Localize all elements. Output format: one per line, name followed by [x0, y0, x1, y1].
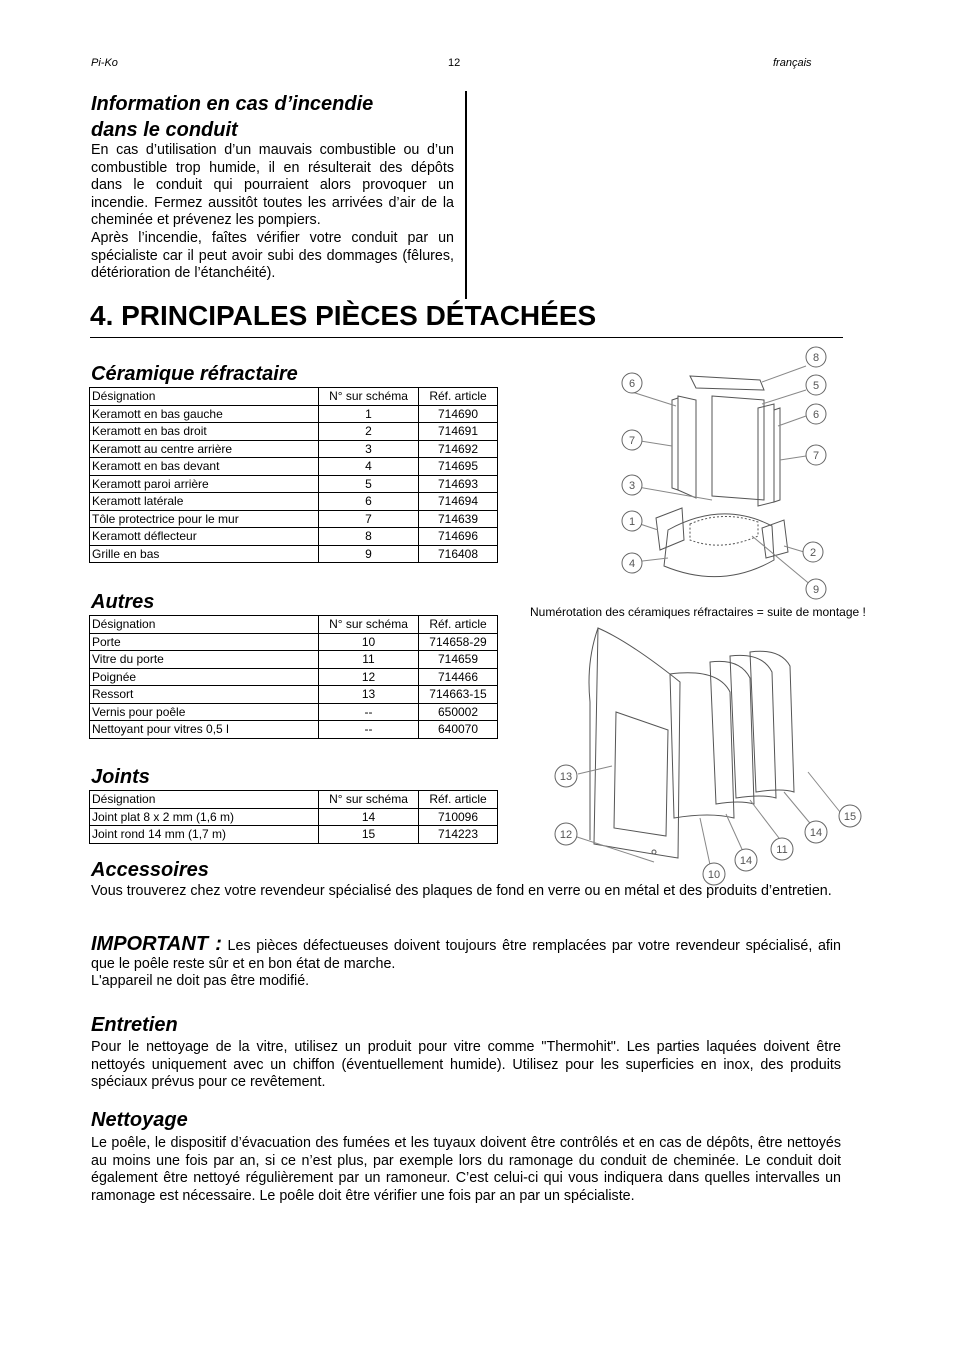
cell-designation: Keramott paroi arrière: [90, 475, 319, 493]
table-row: [90, 721, 498, 739]
diagram-label-11: 11: [776, 844, 788, 856]
diagram-label-14b: 14: [809, 827, 823, 839]
accessoires-title: Accessoires: [91, 859, 209, 881]
important-text-2: L'appareil ne doit pas être modifié.: [91, 973, 310, 990]
cell-designation: Joint rond 14 mm (1,7 m): [90, 826, 319, 844]
door-handle-point: [652, 850, 656, 854]
cell-reference: 714639: [419, 510, 498, 528]
door-exploded-diagram: [550, 622, 870, 888]
cell-designation: Ressort: [90, 686, 319, 704]
cell-reference: 710096: [419, 808, 498, 826]
cell-reference: 650002: [419, 703, 498, 721]
table-row: [90, 528, 498, 546]
back-wall-part: [712, 396, 764, 500]
fire-para-2: Après l’incendie, faîtes vérifier votre conduit par un spécialiste car il peut avoir subi des dommages (fêlures, détérioration de l’étanchéité).: [91, 229, 454, 282]
bottom-right-part: [762, 520, 788, 558]
cell-reference: 716408: [419, 545, 498, 563]
diagram-label-14: 14: [739, 855, 753, 867]
figure-caption: Numérotation des céramiques réfractaires = suite de montage !: [530, 605, 866, 619]
important-line: [91, 933, 841, 973]
col-designation: Désignation: [90, 388, 319, 406]
table-row: [90, 475, 498, 493]
table-row: [90, 405, 498, 423]
header-left: Pi-Ko: [91, 57, 118, 69]
diagram-label-15: 15: [843, 811, 857, 823]
nettoyage-text: Le poêle, le dispositif d’évacuation des fumées et les tuyaux doivent être contrôlés et en cas de dépôts, être nettoyés au moins une fois par an, si ce n’est plus, par exemple lors du ramonage du conduit de cheminée. Le conduit doit également être nettoyé régulièrement par un ramoneur. C’est celui-ci qui vous indiquera dans quelles intervalles un ramonage est nécessaire. Le poêle doit être vérifier une fois par an par un spécialiste.: [91, 1135, 841, 1204]
page-title: 4. PRINCIPALES PIÈCES DÉTACHÉES: [90, 298, 843, 338]
diagram-label-2: 2: [809, 547, 817, 559]
cell-number: 15: [319, 826, 419, 844]
diagram-label-1: 1: [628, 516, 636, 528]
cell-reference: 714691: [419, 423, 498, 441]
cell-designation: Grille en bas: [90, 545, 319, 563]
cell-reference: 714659: [419, 651, 498, 669]
diagram-label-9: 9: [812, 584, 820, 596]
entretien-text: Pour le nettoyage de la vitre, utilisez un produit pour vitre comme "Thermohit". Les parties laquées doivent être nettoyés uniquement avec un chiffon (éventuellement humide). Utilisez pour les superficies en inox, des produits spéciaux prévus pour ce revêtement.: [91, 1039, 841, 1091]
ceramique-title: Céramique réfractaire: [91, 363, 298, 385]
cell-number: 7: [319, 510, 419, 528]
cell-reference: 714466: [419, 668, 498, 686]
important-block: [91, 933, 841, 991]
table-row: [90, 493, 498, 511]
col-schema-number: N° sur schéma: [319, 616, 419, 634]
cell-reference: 714694: [419, 493, 498, 511]
cell-number: 14: [319, 808, 419, 826]
cell-reference: 714695: [419, 458, 498, 476]
table-row: [90, 510, 498, 528]
cell-designation: Keramott en bas gauche: [90, 405, 319, 423]
cell-number: 4: [319, 458, 419, 476]
diagram-label-3: 3: [628, 480, 636, 492]
table-row: [90, 440, 498, 458]
fire-title-line1: Information en cas d’incendie: [91, 93, 374, 115]
col-schema-number: N° sur schéma: [319, 791, 419, 809]
table-row: [90, 668, 498, 686]
diagram-label-10: 10: [707, 869, 721, 881]
col-reference: Réf. article: [419, 616, 498, 634]
cell-designation: Keramott au centre arrière: [90, 440, 319, 458]
cell-designation: Nettoyant pour vitres 0,5 l: [90, 721, 319, 739]
cell-designation: Keramott latérale: [90, 493, 319, 511]
cell-number: 1: [319, 405, 419, 423]
cell-number: 3: [319, 440, 419, 458]
joints-table: [89, 790, 498, 844]
entretien-title: Entretien: [91, 1014, 178, 1036]
cell-reference: 714658-29: [419, 633, 498, 651]
table-row: [90, 458, 498, 476]
cell-number: --: [319, 703, 419, 721]
cell-designation: Vitre du porte: [90, 651, 319, 669]
autres-title: Autres: [91, 591, 155, 613]
table-header-row: [90, 791, 498, 809]
table-row: [90, 686, 498, 704]
grate-part: [690, 516, 758, 545]
table-header-row: [90, 616, 498, 634]
door-edge: [589, 628, 598, 840]
table-row: [90, 808, 498, 826]
diagram-label-6: 6: [628, 378, 636, 390]
col-reference: Réf. article: [419, 388, 498, 406]
door-frame: [594, 628, 680, 858]
left-plate-part: [672, 398, 678, 490]
left-side-part: [678, 396, 696, 498]
cell-designation: Poignée: [90, 668, 319, 686]
table-row: [90, 423, 498, 441]
accessoires-text: Vous trouverez chez votre revendeur spécialisé des plaques de fond en verre ou en métal et des produits d’entretien.: [91, 883, 832, 899]
column-divider: [465, 91, 467, 299]
diagram-label-13: 13: [559, 771, 573, 783]
cell-number: 13: [319, 686, 419, 704]
cell-designation: Joint plat 8 x 2 mm (1,6 m): [90, 808, 319, 826]
cell-designation: Keramott en bas droit: [90, 423, 319, 441]
cell-reference: 714223: [419, 826, 498, 844]
cell-reference: 714693: [419, 475, 498, 493]
cell-number: 12: [319, 668, 419, 686]
cell-number: 6: [319, 493, 419, 511]
cell-number: 5: [319, 475, 419, 493]
col-designation: Désignation: [90, 791, 319, 809]
base-front-part: [664, 514, 774, 577]
fire-title-line2: dans le conduit: [91, 119, 238, 141]
cell-reference: 714663-15: [419, 686, 498, 704]
cell-reference: 714692: [419, 440, 498, 458]
cell-reference: 714696: [419, 528, 498, 546]
diagram-label-7: 7: [628, 435, 636, 447]
fire-text: [91, 142, 454, 283]
cell-designation: Keramott en bas devant: [90, 458, 319, 476]
cell-designation: Keramott déflecteur: [90, 528, 319, 546]
col-schema-number: N° sur schéma: [319, 388, 419, 406]
cell-number: 10: [319, 633, 419, 651]
cell-reference: 640070: [419, 721, 498, 739]
table-row: [90, 826, 498, 844]
right-side-part: [758, 404, 774, 506]
table-row: [90, 651, 498, 669]
cell-designation: Porte: [90, 633, 319, 651]
diagram-label-8: 8: [812, 352, 820, 364]
header-right: français: [773, 57, 812, 69]
ceramic-exploded-diagram: [612, 340, 838, 602]
important-title: IMPORTANT :: [91, 933, 222, 955]
ceramique-table: [89, 387, 498, 563]
cell-designation: Vernis pour poêle: [90, 703, 319, 721]
table-row: [90, 545, 498, 563]
diagram-label-5: 5: [812, 380, 820, 392]
deflector-part: [690, 376, 764, 390]
col-designation: Désignation: [90, 616, 319, 634]
important-text: Les pièces défectueuses doivent toujours être remplacées par votre revendeur spécialisé, afin que le poêle reste sûr et en bon état de marche.: [91, 938, 841, 972]
cell-number: 11: [319, 651, 419, 669]
table-header-row: [90, 388, 498, 406]
diagram-label-4: 4: [628, 558, 636, 570]
nettoyage-title: Nettoyage: [91, 1109, 188, 1131]
joints-title: Joints: [91, 766, 150, 788]
cell-designation: Tôle protectrice pour le mur: [90, 510, 319, 528]
page-number: 12: [448, 57, 461, 69]
table-row: [90, 703, 498, 721]
cell-number: 8: [319, 528, 419, 546]
cell-number: --: [319, 721, 419, 739]
door-window: [614, 712, 668, 836]
cell-number: 2: [319, 423, 419, 441]
diagram-label-12: 12: [559, 829, 573, 841]
col-reference: Réf. article: [419, 791, 498, 809]
table-row: [90, 633, 498, 651]
glass-pane-inner: [710, 661, 754, 804]
cell-reference: 714690: [419, 405, 498, 423]
cell-number: 9: [319, 545, 419, 563]
autres-table: [89, 615, 498, 739]
diagram-label-6b: 6: [812, 409, 820, 421]
diagram-label-7b: 7: [812, 450, 820, 462]
fire-para-1: En cas d’utilisation d’un mauvais combustible ou d’un combustible trop humide, il en résulterait des dépôts dans le conduit qui pourraient alors provoquer un incendie. Fermez aussitôt toutes les arrivées d’air de la cheminée et prévenez les pompiers.: [91, 142, 454, 229]
right-plate-part: [774, 408, 780, 502]
